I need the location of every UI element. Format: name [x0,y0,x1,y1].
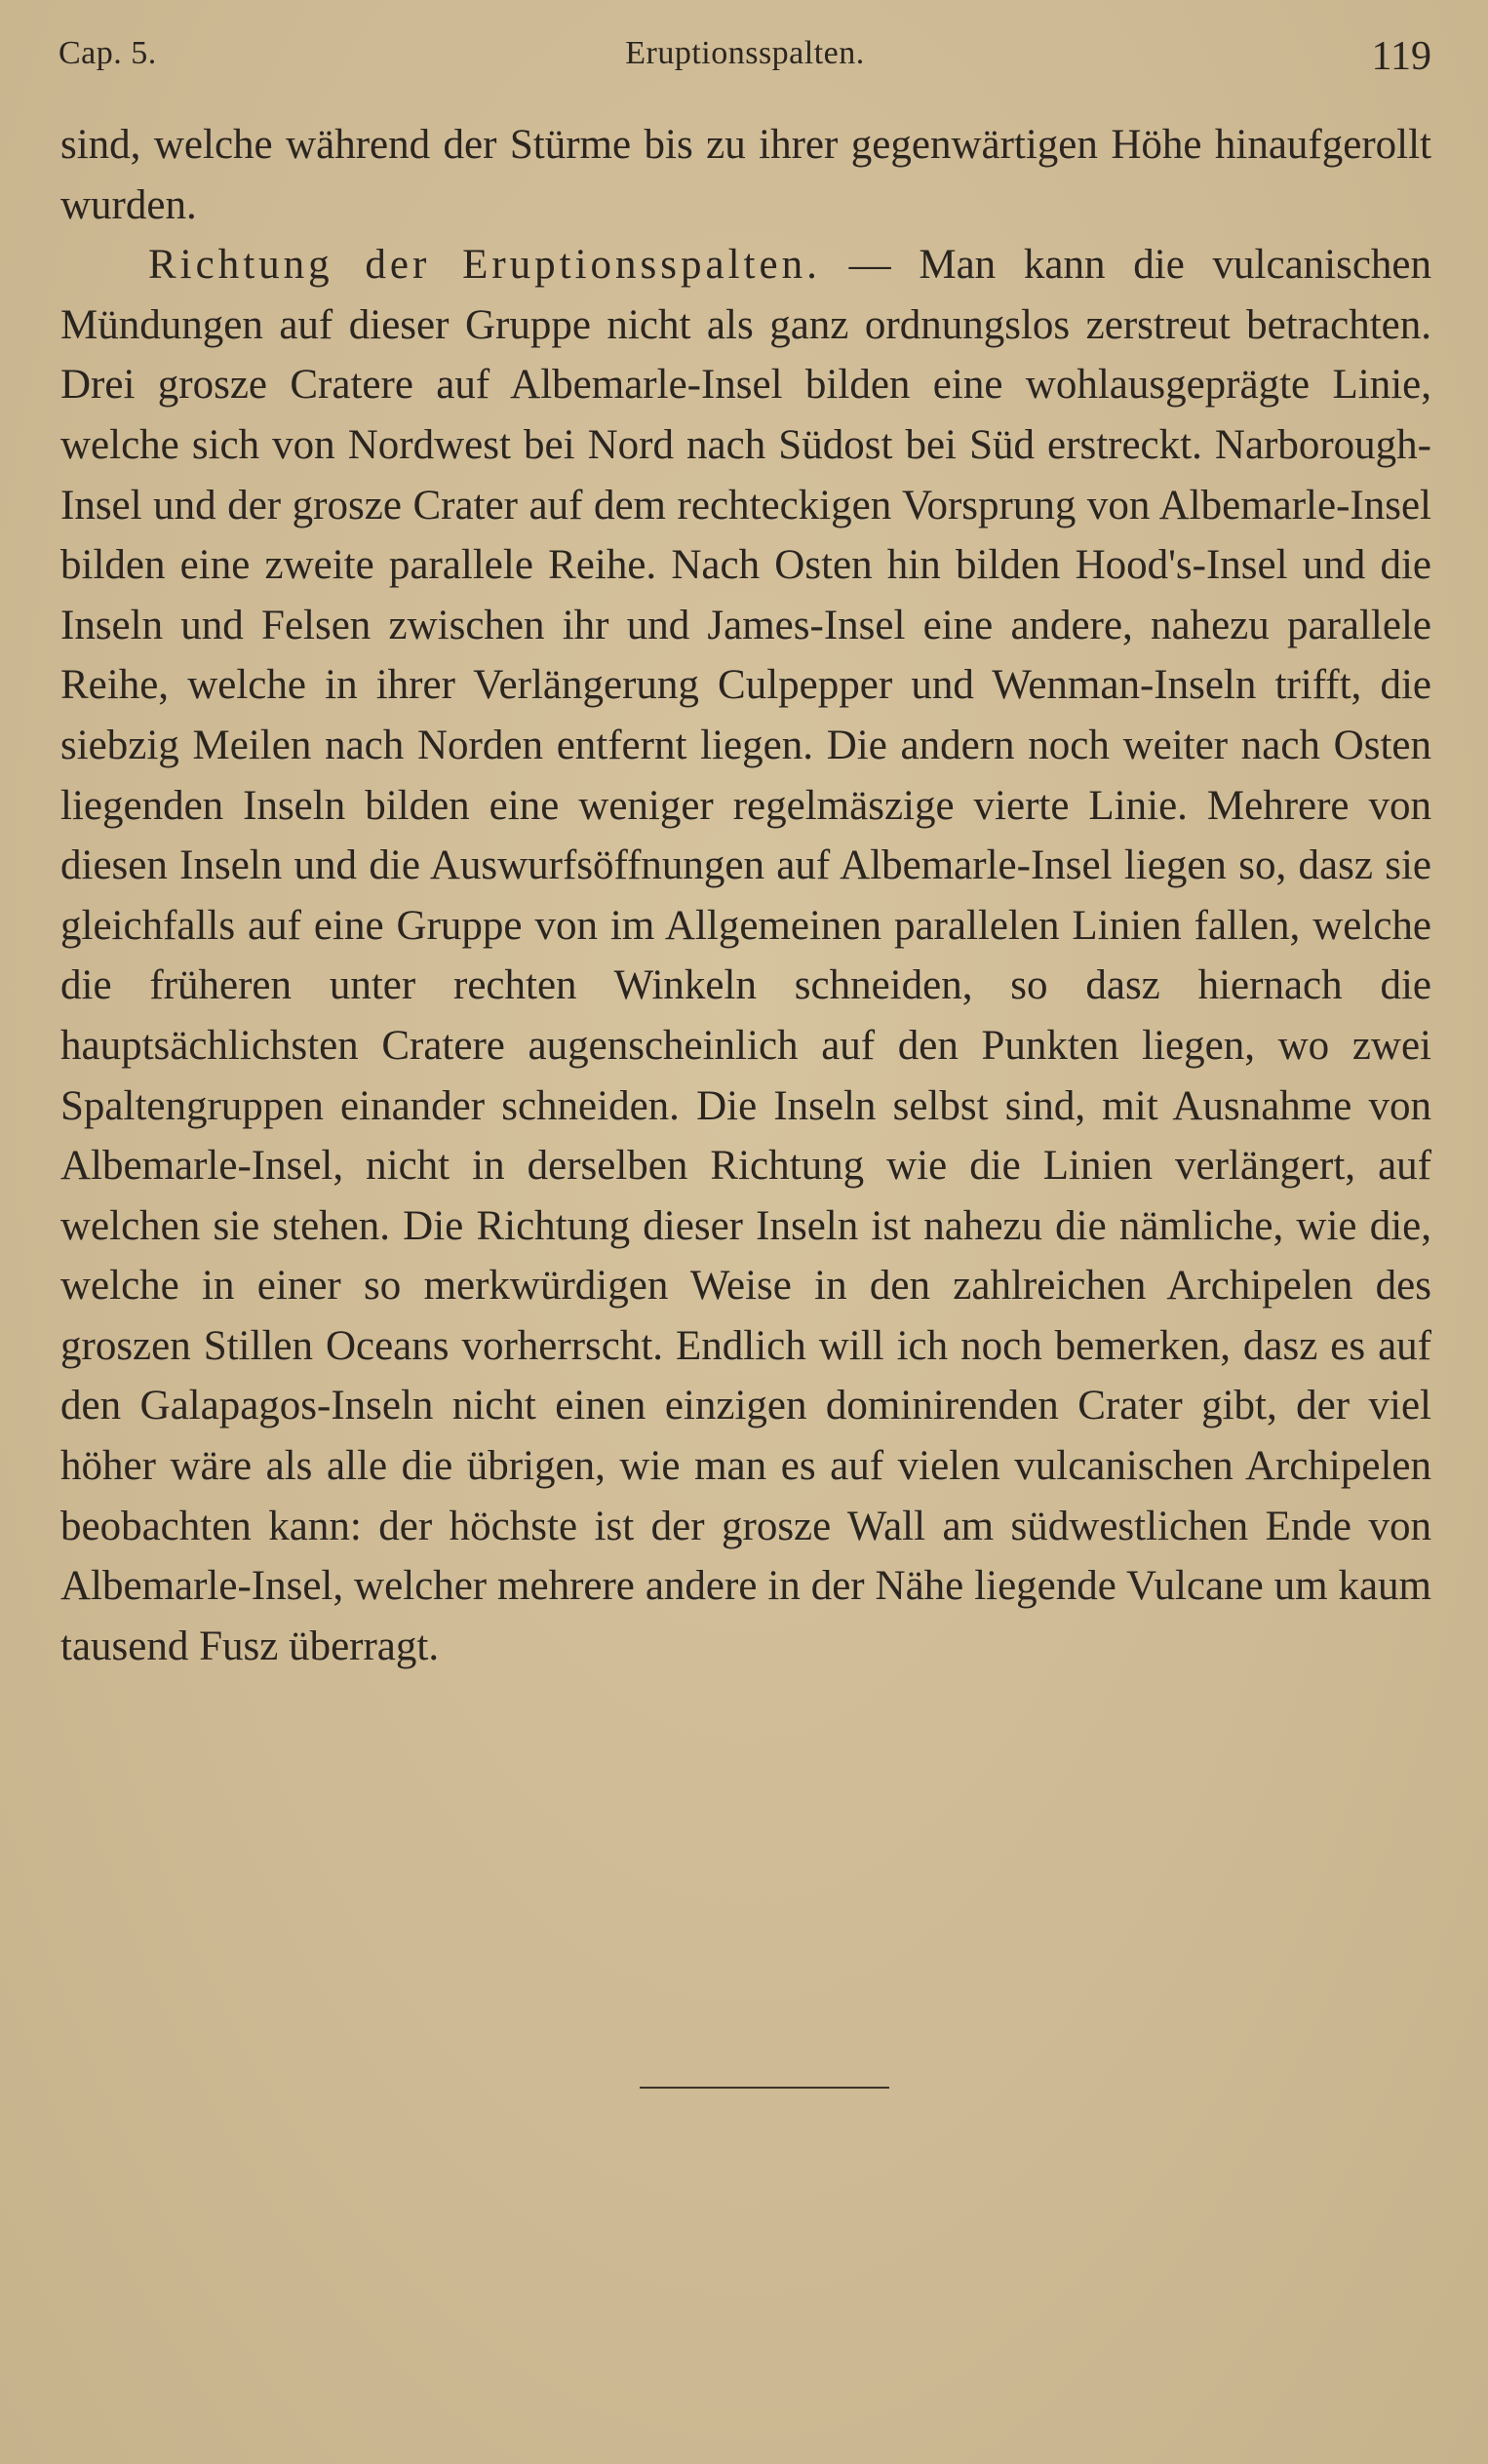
paragraph-continuation: sind, welche während der Stürme bis zu ihrer gegenwärtigen Höhe hinaufgerollt wurden. [60,122,1431,228]
section-end-rule [640,2087,889,2089]
body-text [60,115,1431,1676]
paragraph-eruption-fissures [60,235,1431,1676]
running-title: Eruptionsspalten. [625,35,865,71]
section-heading: Richtung der Eruptionsspalten. [148,242,821,289]
page-number: 119 [1371,34,1431,79]
running-head [59,29,1431,88]
chapter-label: Cap. 5. [59,35,157,71]
paragraph-text: — Man kann die vulcanischen Mündungen auf dieser Gruppe nicht als ganz ordnungslos zerstreut betrachten. Drei grosze Cratere auf Albemarle-Insel bilden eine wohlausgeprägte Linie, welche sich von Nordwest bei Nord nach Südost bei Süd erstreckt. Narborough-Insel und der grosze Crater auf dem rechteckigen Vorsprung von Albemarle-Insel bilden eine zweite parallele Reihe. Nach Osten hin bilden Hood's-Insel und die Inseln und Felsen zwischen ihr und James-Insel eine andere, nahezu parallele Reihe, welche in ihrer Verlängerung Culpepper und Wenman-Inseln trifft, die siebzig Meilen nach Norden entfernt liegen. Die andern noch weiter nach Osten liegenden Inseln bilden eine weniger regelmäszige vierte Linie. Mehrere von diesen Inseln und die Auswurfsöffnungen auf Albemarle-Insel liegen so, dasz sie gleichfalls auf eine Gruppe von im Allgemeinen parallelen Linien fallen, welche die früheren unter rechten Winkeln schneiden, so dasz hiernach die hauptsächlichsten Cratere augenscheinlich auf den Punkten liegen, wo zwei Spaltengruppen einander schneiden. Die Inseln selbst sind, mit Ausnahme von Albemarle-Insel, nicht in derselben Richtung wie die Linien verlängert, auf welchen sie stehen. Die Richtung dieser Inseln ist nahezu die nämliche, wie die, welche in einer so merkwürdigen Weise in den zahlreichen Archipelen des groszen Stillen Oceans vorherrscht. Endlich will ich noch bemerken, dasz es auf den Galapagos-Inseln nicht einen einzigen dominirenden Crater gibt, der viel höher wäre als alle die übrigen, wie man es auf vielen vulcanischen Archipelen beobachten kann: der höchste ist der grosze Wall am südwestlichen Ende von Albemarle-Insel, welcher mehrere andere in der Nähe liegende Vulcane um kaum tausend Fusz überragt. [60,242,1432,1669]
